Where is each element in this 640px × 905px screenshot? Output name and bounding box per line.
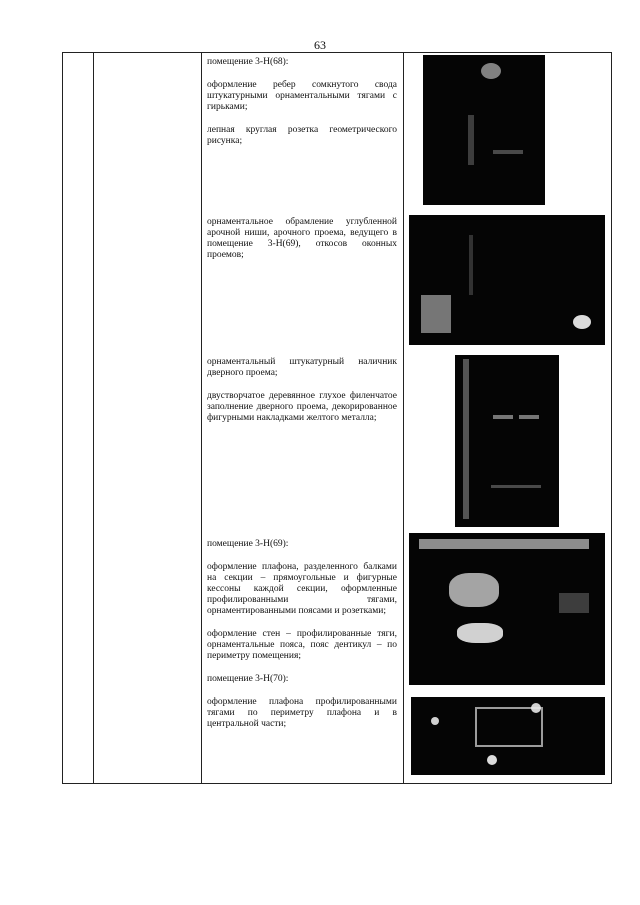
photo-ceiling-coffers (409, 533, 605, 685)
photo-ceiling-moldings (411, 697, 605, 775)
paragraph: орнаментальное обрамление углубленной арочной ниши, арочного проема, ведущего в помещение 3-Н(69), откосов оконных проемов; (207, 217, 397, 260)
paragraph: лепная круглая розетка геометрического рисунка; (207, 125, 397, 146)
paragraph: помещение 3-Н(70): (207, 674, 289, 684)
document-table (62, 52, 612, 784)
column-divider (403, 53, 404, 783)
paragraph: помещение 3-Н(68): (207, 57, 289, 67)
paragraph: орнаментальный штукатурный наличник дверного проема; (207, 357, 397, 378)
description-block (207, 57, 397, 159)
column-divider (93, 53, 94, 783)
description-column (207, 57, 397, 777)
column-divider (201, 53, 202, 783)
photo-door-casing (455, 355, 559, 527)
paragraph: оформление плафона профилированными тягами по периметру плафона и в центральной части; (207, 697, 397, 729)
photo-arched-niche (409, 215, 605, 345)
paragraph: оформление стен – профилированные тяги, орнаментальные пояса, пояс дентикул – по периметру помещения; (207, 629, 397, 661)
page-number: 63 (314, 38, 326, 52)
paragraph: оформление ребер сомкнутого свода штукатурными орнаментальными тягами с гирьками; (207, 80, 397, 112)
photo-vault-ribs (423, 55, 545, 205)
paragraph: помещение 3-Н(69): (207, 539, 289, 549)
paragraph: оформление плафона, разделенного балками на секции – прямоугольные и фигурные кессоны каждой секции, оформленные профилированными тягами, орнаментированными поясами и розетками; (207, 562, 397, 616)
description-block (207, 217, 397, 273)
description-block (207, 357, 397, 436)
description-block (207, 539, 397, 742)
paragraph: двустворчатое деревянное глухое филенчатое заполнение дверного проема, декорированное фигурными накладками желтого металла; (207, 391, 397, 423)
